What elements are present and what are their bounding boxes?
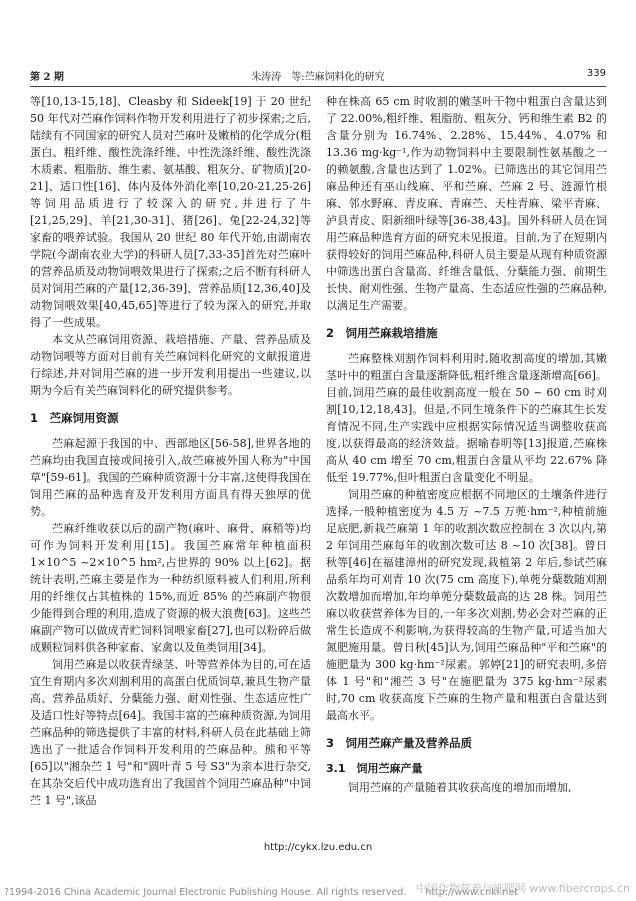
section-1-paragraph-1: 苎麻起源于我国的中、西部地区[56-58],世界各地的苎麻均由我国直接或间接引入,故苎麻被外国人称为"中国草"[59-61]。我国的苎麻种质资源十分丰富,这使得我国在饲用苎麻的品种选育及开发利用方面具有得天独厚的优势。 [30,437,311,518]
authors-title: 朱涛涛 等:苎麻饲料化的研究 [251,72,385,83]
section-2-paragraph-1: 苎麻整株刈割作饲料利用时,随收割高度的增加,其嫩茎叶中的粗蛋白含量逐渐降低,粗纤维含量逐渐增高[66]。目前,饲用苎麻的最佳收割高度一般在 50 ~ 60 cm 时刈割[10,12,18,43]。但是,不同生境条件下的苎麻其生长发育情况不同,生产实践中应根据实际情况适当调整收获高度,以获得最高的经济效益。据喻春明等[13]报道,苎麻株高从 40 cm 增至 70 cm,粗蛋白含量从平均 22.67% 降低至 19.77%,但叶粗蛋白含量变化不明显。 [326,352,607,484]
section-1-heading: 1 苎麻饲用资源 [30,411,119,425]
running-header [30,68,606,84]
header-rule [30,86,606,87]
journal-url: http://cykx.lzu.edu.cn [263,842,373,853]
left-column [30,93,311,838]
section-2-heading: 2 饲用苎麻栽培措施 [326,326,438,340]
section-3-heading: 3 饲用苎麻产量及营养品质 [326,736,473,750]
watermark-text: 中国作物营养与施肥网 www.fibercrops.cn [415,882,630,895]
issue-number: 第 2 期 [30,72,64,83]
right-column [326,93,607,838]
intro-paragraph-2: 本文从苎麻饲用资源、栽培措施、产量、营养品质及动物饲喂等方面对目前有关苎麻饲料化研究的文献报道进行综述,并对饲用苎麻的进一步开发利用提出一些建议,以期为今后有关苎麻饲料化的研究提供参考。 [30,333,311,397]
section-1-paragraph-2: 苎麻纤维收获以后的副产物(麻叶、麻骨、麻稍等)均可作为饲料开发利用[15]。我国苎麻常年种植面积 1×10^5 ~2×10^5 hm²,占世界的 90% 以上[62]。据统计表明,苎麻主要是作为一种纺织原料被人们利用,所利用的纤维仅占其植株的 15%,而近 85% 的苎麻副产物很少能得到合理的利用,造成了资源的极大浪费[63]。这些苎麻副产物可以做成青贮饲料饲喂家畜[27],也可以粉碎后做成颗粒饲料供各种家畜、家禽以及鱼类饲用[34]。 [30,522,311,654]
intro-paragraph-1: 等[10,13-15,18]、Cleasby 和 Sideek[19] 于 20 世纪 50 年代对苎麻作饲料作物开发利用进行了初步探索;之后,陆续有不同国家的研究人员对苎麻叶及嫩梢的化学成分(粗蛋白、粗纤维、酸性洗涤纤维、中性洗涤纤维、酸性洗涤木质素、粗脂肪、维生素、氨基酸、粗灰分、矿物质)[20-21]、适口性[16]、体内及体外消化率[10,20-21,25-26]等饲用品质进行了较深入的研究,并进行了牛[21,25,29]、羊[21,30-31]、猪[26]、兔[22-24,32]等家畜的喂养试验。我国从 20 世纪 80 年代开始,由湖南农学院(今湖南农业大学)的科研人员[7,33-35]首先对苎麻叶的营养品质及动物饲喂效果进行了探索;之后不断有科研人员对饲用苎麻的产量[12,36-39]、营养品质[12,36,40]及动物饲喂效果[40,45,65]等进行了较为深入的研究,并取得了一些成果。 [30,95,311,329]
copyright-notice: ?1994-2016 China Academic Journal Electronic Publishing House. All rights reserved. http://www.cnki.net [4,887,518,898]
page-number: 339 [586,68,606,79]
section-2-paragraph-2: 饲用苎麻的种植密度应根据不同地区的土壤条件进行选择,一般种植密度为 4.5 万 ~7.5 万蔸·hm⁻²,种植前施足底肥,新栽苎麻第 1 年的收割次数应控制在 3 次以内,第 2 年饲用苎麻每年的收割次数可达 8 ~10 次[38]。曾日秋等[46]在福建漳州的研究发现,栽植第 2 年后,参试苎麻品系年均可刈青 10 次(75 cm 高度下),单蔸分蘖数随刈割次数增加而增加,年均单蔸分蘖数最高的达 28 株。饲用苎麻以收获营养体为目的,一年多次刈割,势必会对苎麻的正常生长造成不利影响,为获得较高的生物产量,可适当加大氮肥施用量。曾日秋[45]认为,饲用苎麻品种"平和苎麻"的施肥量为 300 kg·hm⁻²尿素。郭婷[21]的研究表明,多倍体 1 号"和"湘苎 3 号"在施肥量为 375 kg·hm⁻²尿素时,70 cm 收获高度下苎麻的生物产量和粗蛋白含量达到最高水平。 [326,488,607,722]
section-1-paragraph-3: 饲用苎麻是以收获青绿茎、叶等营养体为目的,可在适宜生育期内多次刈割利用的高蛋白优质饲草,兼具生物产量高、营养品质好、分蘖能力强、耐刈性强、生态适应性广及适口性好等特点[64]。我国丰富的苎麻种质资源,为饲用苎麻品种的筛选提供了丰富的材料,科研人员在此基础上筛选出了一批适合作饲料开发利用的苎麻品种。熊和平等[65]以"湘杂苎 1 号"和"圆叶青 5 号 S3"为亲本进行杂交,在其杂交后代中成功选育出了我国首个饲用苎麻品种"中饲苎 1 号",该品 [30,658,311,807]
section-3-1-paragraph-1: 饲用苎麻的产量随着其收获高度的增加而增加, [348,781,572,794]
right-paragraph-1: 种在株高 65 cm 时收割的嫩茎叶干物中粗蛋白含量达到了 22.00%,粗纤维、粗脂肪、粗灰分、钙和维生素 B2 的含量分别为 16.74%、2.28%、15.44%、4.07% 和 13.36 mg·kg⁻¹,作为动物饲料中主要限制性氨基酸之一的赖氨酸,含量也达到了 1.02%。已筛选出的其它饲用苎麻品种还有巫山线麻、平和苎麻、苎麻 2 号、涟源竹根麻、邻水野麻、青皮麻、青麻苎、天柱青麻、梁平青麻、泸县青皮、阳新细叶绿等[36-38,43]。国外科研人员在饲用苎麻品种选育方面的研究未见报道。目前,为了在短期内获得较好的饲用苎麻品种,科研人员主要是从现有种质资源中筛选出蛋白含量高、纤维含量低、分蘖能力强、前期生长快、耐刈性强、生物产量高、生态适应性强的苎麻品种,以满足生产需要。 [326,95,607,312]
section-3-1-heading: 3.1 饲用苎麻产量 [326,762,423,775]
